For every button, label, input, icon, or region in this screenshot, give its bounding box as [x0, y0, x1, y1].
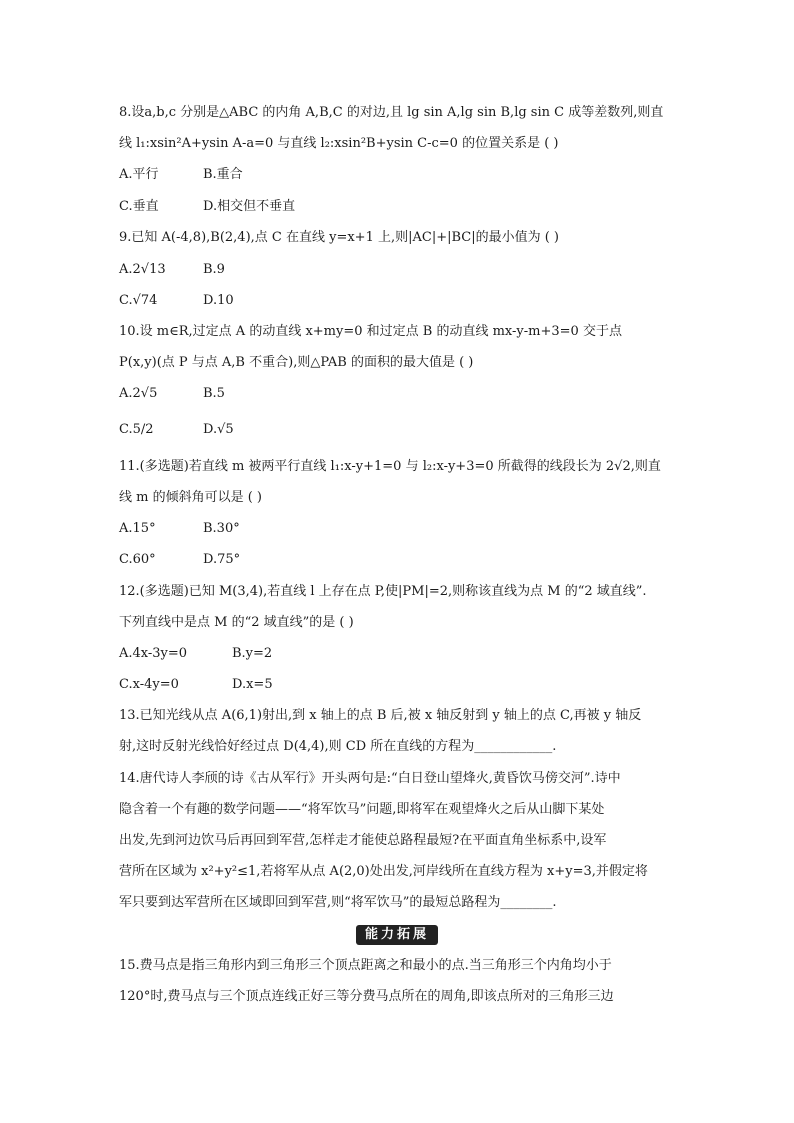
q11-line1: 11.(多选题)若直线 m 被两平行直线 l₁:x-y+1=0 与 l₂:x-y+3=0 所截得的线段长为 2√2,则直 [119, 459, 661, 474]
q9-line1: 9.已知 A(-4,8),B(2,4),点 C 在直线 y=x+1 上,则|AC|+|BC|的最小值为 ( ) [119, 230, 560, 245]
q11-option-d: D.75° [203, 552, 241, 567]
q12-option-b: B.y=2 [232, 646, 273, 661]
q15-line2: 120°时,费马点与三个顶点连线正好三等分费马点所在的周角,即该点所对的三角形三边 [119, 989, 614, 1004]
q14-line4: 营所在区域为 x²+y²≤1,若将军从点 A(2,0)处出发,河岸线所在直线方程为 x+y=3,并假定将 [119, 864, 648, 879]
q8-option-b: B.重合 [203, 167, 243, 182]
q9-option-b: B.9 [203, 262, 225, 277]
q12-option-d: D.x=5 [232, 677, 273, 692]
section-banner: 能力拓展 [356, 925, 438, 945]
q9-option-a: A.2√13 [119, 262, 166, 277]
q14-line3: 出发,先到河边饮马后再回到军营,怎样走才能使总路程最短?在平面直角坐标系中,设军 [119, 833, 607, 848]
q11-line2: 线 m 的倾斜角可以是 ( ) [119, 490, 263, 505]
q9-option-d: D.10 [203, 293, 234, 308]
q8-line1: 8.设a,b,c 分别是△ABC 的内角 A,B,C 的对边,且 lg sin A,lg sin B,lg sin C 成等差数列,则直 [119, 105, 664, 120]
q10-option-d: D.√5 [203, 422, 234, 437]
q14-line5: 军只要到达军营所在区域即回到军营,则“将军饮马”的最短总路程为________. [119, 895, 557, 910]
q13-line1: 13.已知光线从点 A(6,1)射出,到 x 轴上的点 B 后,被 x 轴反射到 y 轴上的点 C,再被 y 轴反 [119, 708, 642, 723]
q8-option-a: A.平行 [119, 167, 159, 182]
q9-option-c: C.√74 [119, 293, 158, 308]
q11-option-b: B.30° [203, 521, 240, 536]
q11-option-c: C.60° [119, 552, 156, 567]
q12-option-c: C.x-4y=0 [119, 677, 179, 692]
q12-option-a: A.4x-3y=0 [119, 646, 188, 661]
q11-option-a: A.15° [119, 521, 156, 536]
q14-line2: 隐含着一个有趣的数学问题——“将军饮马”问题,即将军在观望烽火之后从山脚下某处 [119, 802, 605, 817]
q10-line2: P(x,y)(点 P 与点 A,B 不重合),则△PAB 的面积的最大值是 ( ) [119, 355, 474, 370]
q10-option-c: C.5/2 [119, 422, 154, 437]
q13-line2: 射,这时反射光线恰好经过点 D(4,4),则 CD 所在直线的方程为____________. [119, 739, 557, 754]
q14-line1: 14.唐代诗人李颀的诗《古从军行》开头两句是:“白日登山望烽火,黄昏饮马傍交河”.诗中 [119, 771, 621, 786]
q15-line1: 15.费马点是指三角形内到三角形三个顶点距离之和最小的点.当三角形三个内角均小于 [119, 958, 612, 973]
q12-line2: 下列直线中是点 M 的“2 域直线”的是 ( ) [119, 615, 354, 630]
q12-line1: 12.(多选题)已知 M(3,4),若直线 l 上存在点 P,使|PM|=2,则称该直线为点 M 的“2 域直线”. [119, 584, 647, 599]
q8-line2: 线 l₁:xsin²A+ysin A-a=0 与直线 l₂:xsin²B+ysin C-c=0 的位置关系是 ( ) [119, 136, 559, 151]
q10-line1: 10.设 m∈R,过定点 A 的动直线 x+my=0 和过定点 B 的动直线 mx-y-m+3=0 交于点 [119, 324, 622, 339]
q10-option-a: A.2√5 [119, 386, 158, 401]
q10-option-b: B.5 [203, 386, 225, 401]
q8-option-d: D.相交但不垂直 [203, 199, 296, 214]
q8-option-c: C.垂直 [119, 199, 159, 214]
